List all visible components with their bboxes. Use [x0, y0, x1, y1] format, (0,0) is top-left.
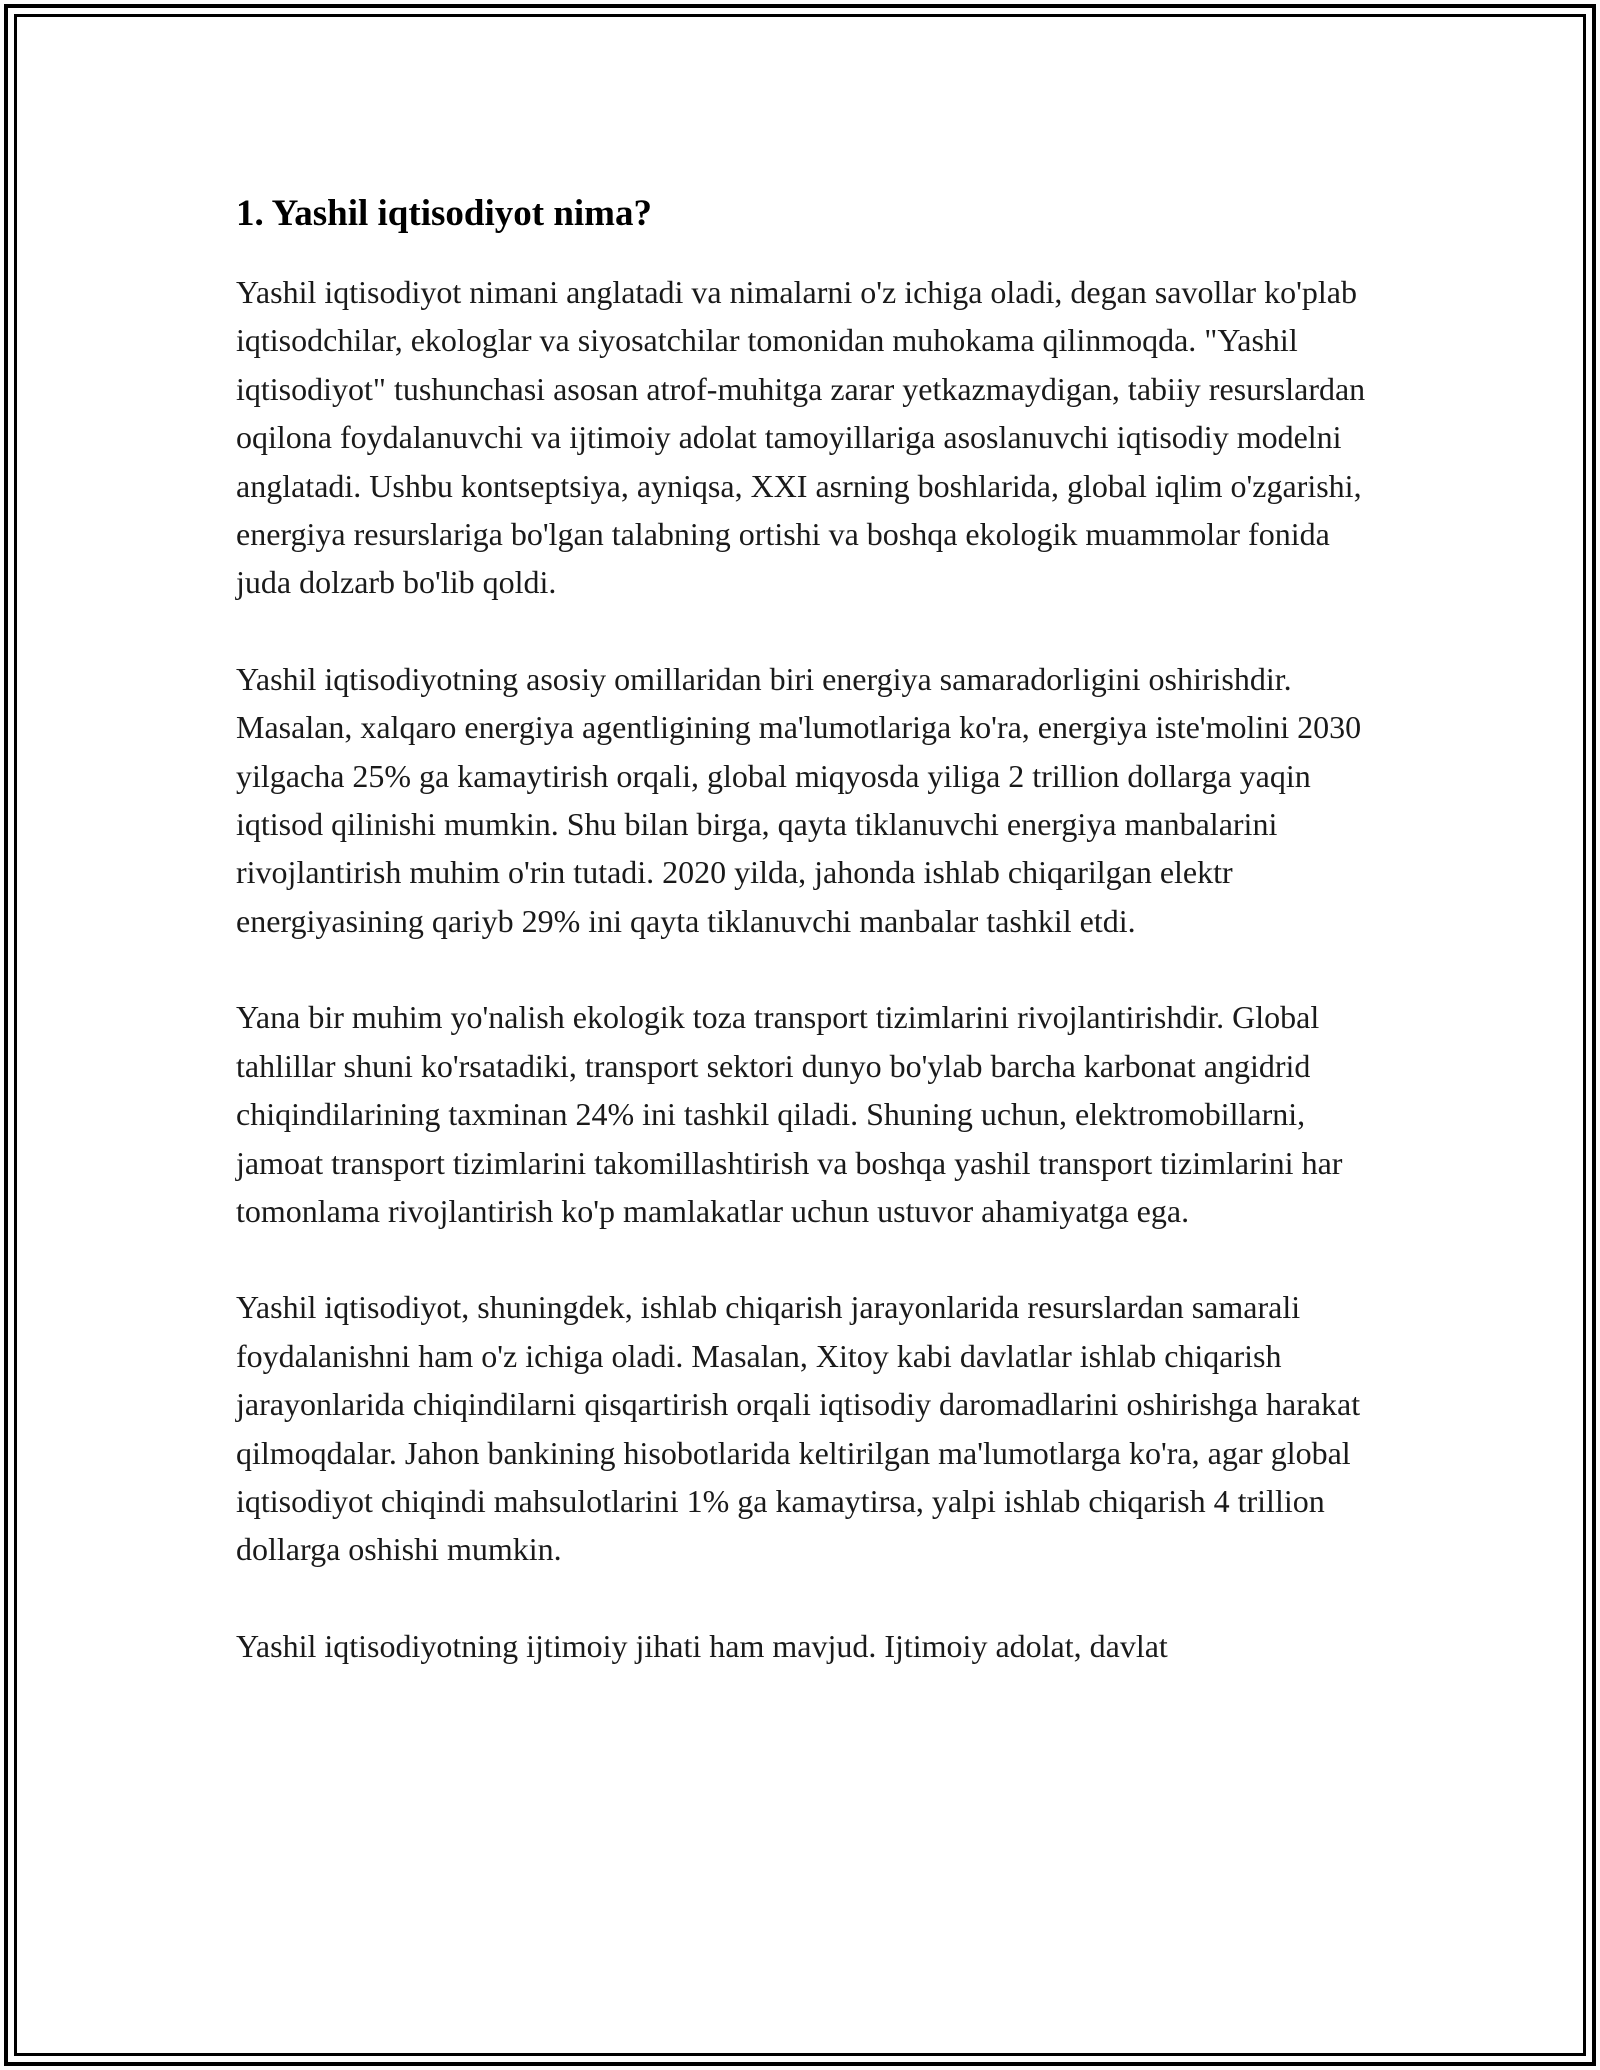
paragraph-social-aspect: Yashil iqtisodiyotning ijtimoiy jihati ham mavjud. Ijtimoiy adolat, davlat [236, 1627, 1168, 1664]
paragraph-energy-efficiency: Yashil iqtisodiyotning asosiy omillaridan biri energiya samaradorligini oshirishdir. Masalan, xalqaro energiya agentligining ma'lumotlariga ko'ra, energiya iste'molini 2030 yilgacha 25% ga kamaytirish orqali, global miqyosda yiliga 2 trillion dollarga yaqin iqtisod qilinishi mumkin. Shu bilan birga, qayta tiklanuvchi energiya manbalarini rivojlantirish muhim o'rin tutadi. 2020 yilda, jahonda ishlab chiqarilgan elektr energiyasining qariyb 29% ini qayta tiklanuvchi manbalar tashkil etdi. [236, 660, 1362, 939]
paragraph-production: Yashil iqtisodiyot, shuningdek, ishlab chiqarish jarayonlarida resurslardan samarali foydalanishni ham o'z ichiga oladi. Masalan, Xitoy kabi davlatlar ishlab chiqarish jarayonlarida chiqindilarni qisqartirish orqali iqtisodiy daromadlarini oshirishga harakat qilmoqdalar. Jahon bankining hisobotlarida keltirilgan ma'lumotlarga ko'ra, agar global iqtisodiyot chiqindi mahsulotlarini 1% ga kamaytirsa, yalpi ishlab chiqarish 4 trillion dollarga oshishi mumkin. [236, 1289, 1361, 1568]
section-heading: 1. Yashil iqtisodiyot nima? [236, 193, 652, 234]
paragraph-transport: Yana bir muhim yo'nalish ekologik toza transport tizimlarini rivojlantirishdir. Global tahlillar shuni ko'rsatadiki, transport sektori dunyo bo'ylab barcha karbonat angidrid chiqindilarining taxminan 24% ini tashkil qiladi. Shuning uchun, elektromobillarni, jamoat transport tizimlarini takomillashtirish va boshqa yashil transport tizimlarini har tomonlama rivojlantirish ko'p mamlakatlar uchun ustuvor ahamiyatga ega. [236, 999, 1343, 1229]
paragraph-definition: Yashil iqtisodiyot nimani anglatadi va nimalarni o'z ichiga oladi, degan savollar ko'plab iqtisodchilar, ekologlar va siyosatchilar tomonidan muhokama qilinmoqda. "Yashil iqtisodiyot" tushunchasi asosan atrof-muhitga zarar yetkazmaydigan, tabiiy resurslardan oqilona foydalanuvchi va ijtimoiy adolat tamoyillariga asoslanuvchi iqtisodiy modelni anglatadi. Ushbu kontseptsiya, ayniqsa, XXI asrning boshlarida, global iqlim o'zgarishi, energiya resurslariga bo'lgan talabning ortishi va boshqa ekologik muammolar fonida juda dolzarb bo'lib qoldi. [236, 274, 1366, 601]
document-body [236, 188, 1376, 1718]
